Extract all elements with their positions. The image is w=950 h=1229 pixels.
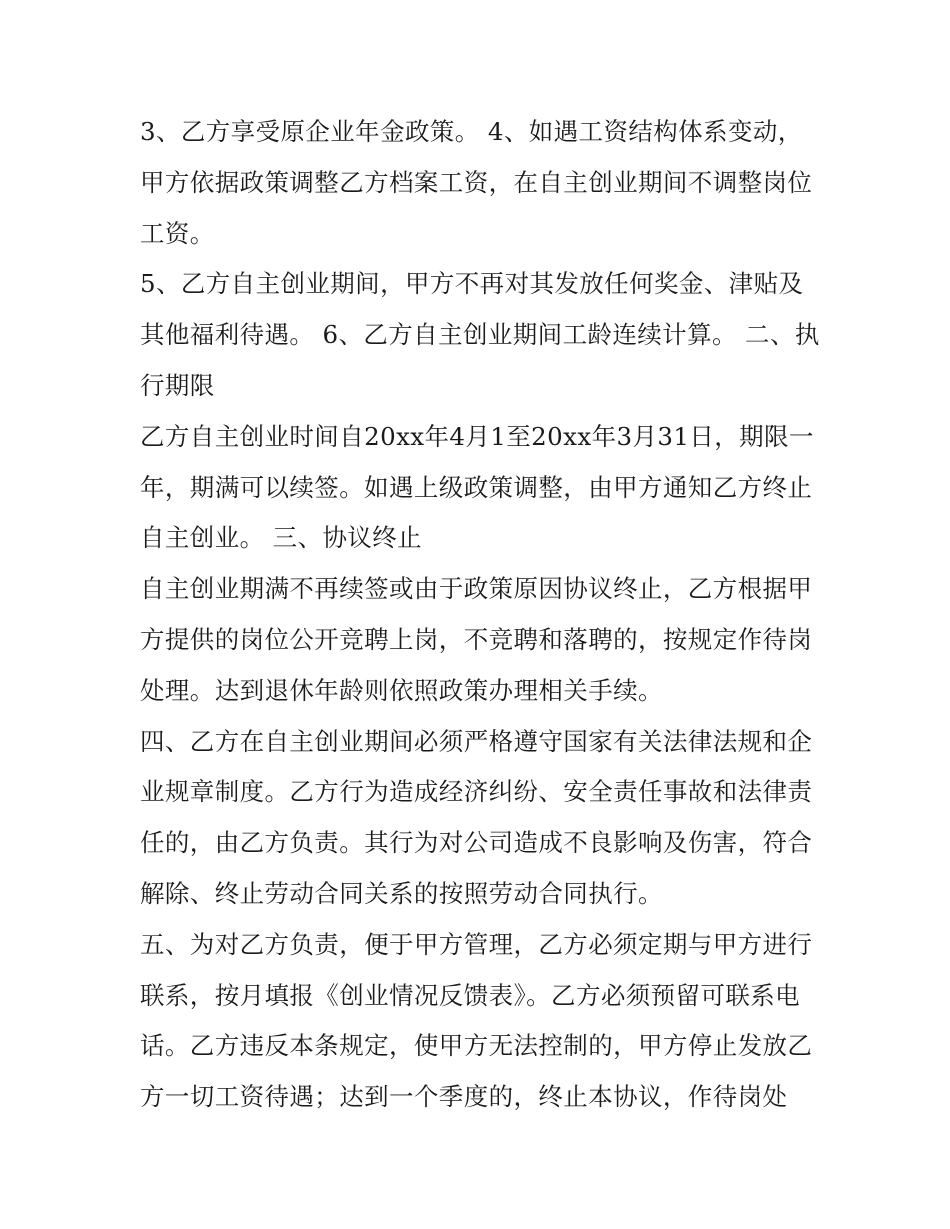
paragraph-agreement-termination: 自主创业期满不再续签或由于政策原因协议终止，乙方根据甲方提供的岗位公开竞聘上岗，不竞聘和落聘的，按规定作待岗处理。达到退休年龄则依照政策办理相关手续。 bbox=[140, 574, 813, 705]
paragraph-execution-period: 乙方自主创业时间自20xx年4月1至20xx年3月31日，期限一年，期满可以续签。如遇上级政策调整，由甲方通知乙方终止自主创业。 三、协议终止 bbox=[140, 421, 814, 553]
paragraph-section-four: 四、乙方在自主创业期间必须严格遵守国家有关法律法规和企业规章制度。乙方行为造成经济纠纷、安全责任事故和法律责任的，由乙方负责。其行为对公司造成不良影响及伤害，符合解除、终止劳动合同关系的按照劳动合同执行。 bbox=[140, 726, 813, 908]
paragraph-benefits-and-term-heading: 5、乙方自主创业期间，甲方不再对其发放任何奖金、津贴及其他福利待遇。 6、乙方自主创业期间工龄连续计算。 二、执行期限 bbox=[140, 269, 820, 400]
document-page bbox=[140, 107, 820, 1123]
paragraph-pension-and-wage: 3、乙方享受原企业年金政策。 4、如遇工资结构体系变动，甲方依据政策调整乙方档案工资，在自主创业期间不调整岗位工资。 bbox=[140, 117, 813, 248]
paragraph-section-five: 五、为对乙方负责，便于甲方管理，乙方必须定期与甲方进行联系，按月填报《创业情况反馈表》。乙方必须预留可联系电话。乙方违反本条规定，使甲方无法控制的，甲方停止发放乙方一切工资待遇；达到一个季度的，终止本协议，作待岗处 bbox=[140, 929, 813, 1112]
